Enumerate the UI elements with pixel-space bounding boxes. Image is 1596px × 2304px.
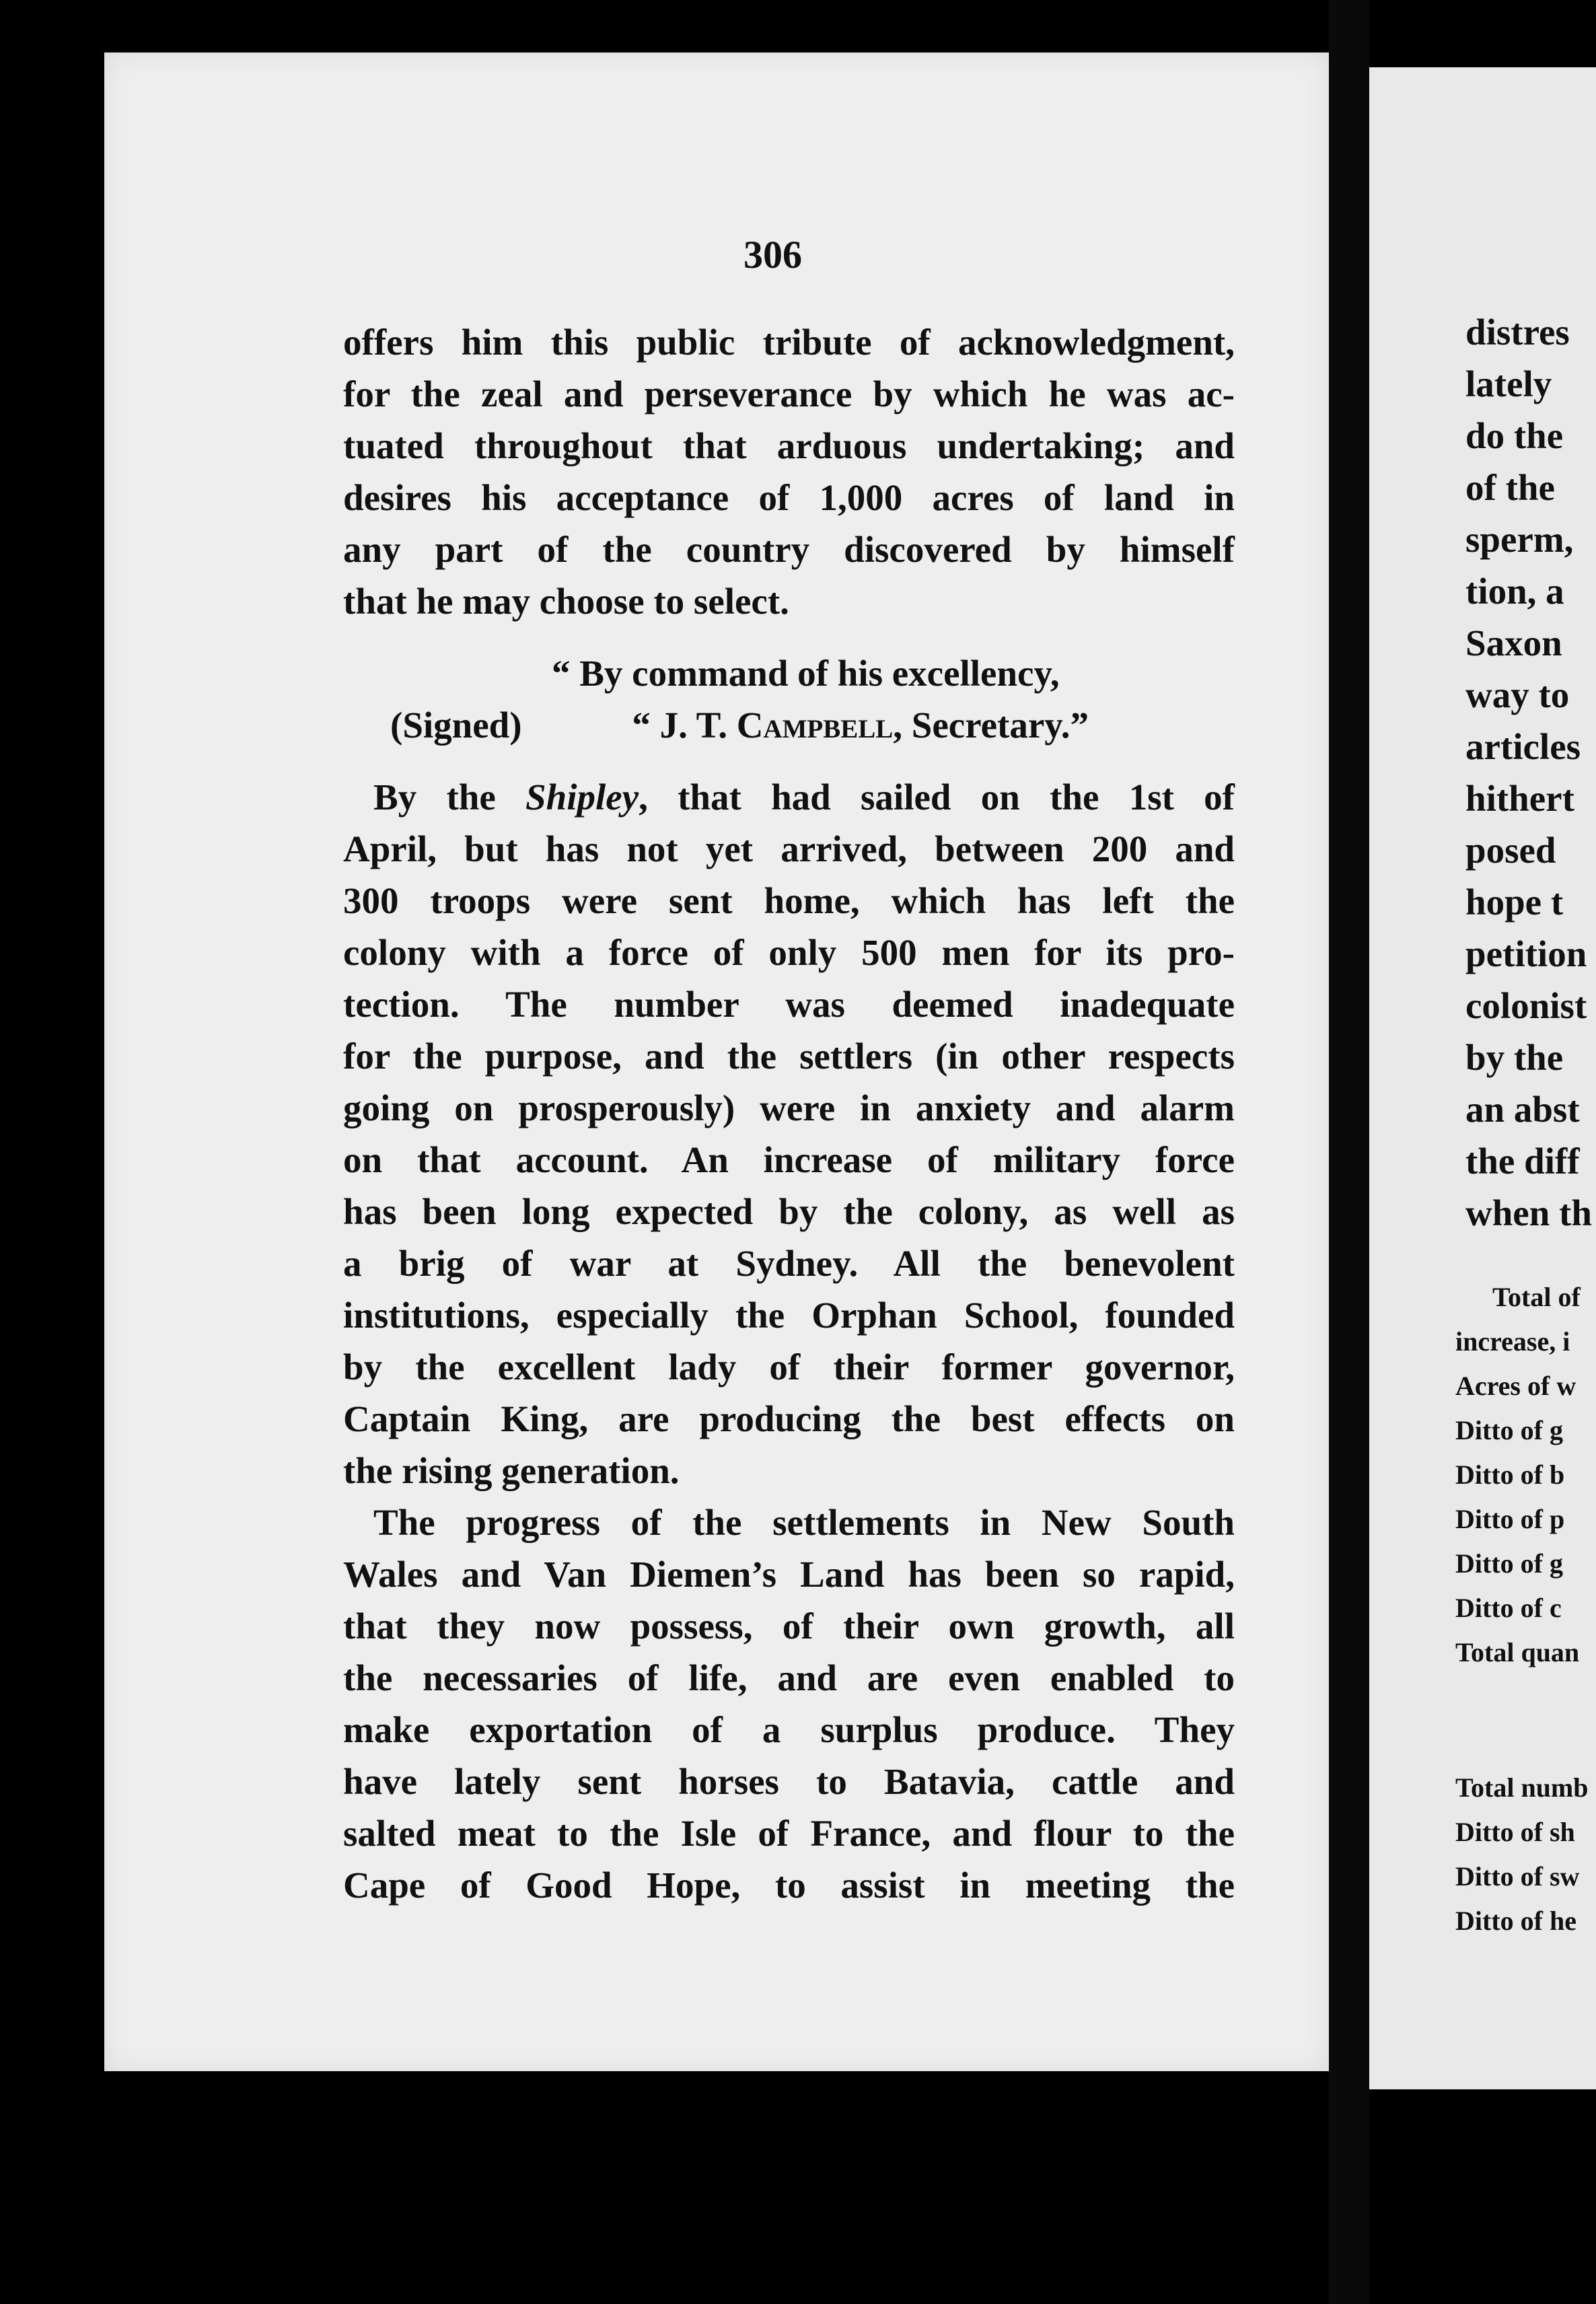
- text-line: has been long expected by the colony, as well as: [343, 1191, 1235, 1232]
- ship-name: Shipley: [525, 777, 639, 818]
- signatory: [632, 699, 1089, 751]
- signatory-prefix: “ J. T.: [632, 705, 737, 746]
- right-text-line: by the: [1465, 1037, 1564, 1078]
- table-row: Ditto of p: [1455, 1504, 1565, 1534]
- right-text-line: petition: [1465, 933, 1587, 974]
- table-row: increase, i: [1455, 1326, 1570, 1357]
- table-row: Ditto of g: [1455, 1415, 1563, 1445]
- text-line: tuated throughout that arduous undertaking; and: [343, 425, 1235, 466]
- text-line: offers him this public tribute of acknowledgment,: [343, 322, 1235, 363]
- right-text-line: lately: [1465, 363, 1552, 404]
- text-line: for the zeal and perseverance by which he was ac-: [343, 373, 1235, 415]
- right-text-line: do the: [1465, 415, 1564, 456]
- text-line: on that account. An increase of military force: [343, 1139, 1235, 1180]
- text-line: any part of the country discovered by himself: [343, 529, 1235, 570]
- table-row: Ditto of g: [1455, 1548, 1563, 1579]
- text-line: going on prosperously) were in anxiety and alarm: [343, 1087, 1235, 1128]
- table-row: Ditto of c: [1455, 1593, 1562, 1623]
- text-line: a brig of war at Sydney. All the benevolent: [343, 1243, 1235, 1284]
- book-gutter: [1329, 0, 1369, 2304]
- text-line: the necessaries of life, and are even enabled to: [343, 1657, 1235, 1698]
- table-row: Total quan: [1455, 1637, 1580, 1667]
- table-row: Ditto of b: [1455, 1460, 1565, 1490]
- signatory-title: , Secretary.”: [893, 705, 1089, 746]
- text-line: institutions, especially the Orphan School, founded: [343, 1295, 1235, 1336]
- page-body: [343, 316, 1235, 1911]
- right-text-line: sperm,: [1465, 519, 1574, 560]
- right-text-line: colonist: [1465, 985, 1587, 1026]
- right-text-line: hithert: [1465, 778, 1574, 819]
- text-line: for the purpose, and the settlers (in other respects: [343, 1036, 1235, 1077]
- text-line: Wales and Van Diemen’s Land has been so rapid,: [343, 1554, 1235, 1595]
- text-line: that he may choose to select.: [343, 581, 789, 622]
- table-row: Ditto of sh: [1455, 1817, 1575, 1847]
- table-row: Acres of w: [1455, 1371, 1576, 1401]
- signature-line: [343, 699, 1235, 751]
- text-line: make exportation of a surplus produce. They: [343, 1709, 1235, 1750]
- right-text-line: an abst: [1465, 1089, 1580, 1130]
- text-line: 300 troops were sent home, which has left the: [343, 880, 1235, 921]
- text-line: Captain King, are producing the best effects on: [343, 1398, 1235, 1439]
- text-line: the rising generation.: [343, 1450, 680, 1491]
- text-line: Cape of Good Hope, to assist in meeting the: [343, 1865, 1235, 1906]
- right-text-line: of the: [1465, 467, 1555, 508]
- right-page-table: [1455, 1275, 1589, 1943]
- text-line: The progress of the settlements in New South: [373, 1502, 1235, 1543]
- text-line: colony with a force of only 500 men for its pro-: [343, 932, 1235, 973]
- signatory-name: Campbell: [736, 705, 894, 746]
- right-text-line: tion, a: [1465, 571, 1564, 612]
- signature-block: [343, 647, 1235, 751]
- right-text-line: Saxon: [1465, 622, 1562, 663]
- command-line: “ By command of his excellency,: [552, 653, 1060, 694]
- text-line: By the Shipley, that had sailed on the 1st of: [373, 777, 1235, 818]
- right-page-text: [1465, 306, 1592, 1239]
- right-text-line: distres: [1465, 312, 1570, 353]
- table-row: Ditto of he: [1455, 1906, 1576, 1936]
- paragraph-3: [343, 1497, 1235, 1911]
- text-line: desires his acceptance of 1,000 acres of land in: [343, 477, 1235, 518]
- table-row: Total numb: [1455, 1772, 1589, 1803]
- paragraph-1: [343, 316, 1235, 627]
- text-line: salted meat to the Isle of France, and flour to the: [343, 1813, 1235, 1854]
- right-text-line: hope t: [1465, 881, 1564, 923]
- page-number: 306: [743, 233, 802, 277]
- text-line: April, but has not yet arrived, between 200 and: [343, 828, 1235, 869]
- right-text-line: way to: [1465, 674, 1570, 715]
- text-line: by the excellent lady of their former governor,: [343, 1346, 1235, 1388]
- right-text-line: posed: [1465, 830, 1556, 871]
- table-row: Ditto of sw: [1455, 1861, 1580, 1892]
- text-line: tection. The number was deemed inadequate: [343, 984, 1235, 1025]
- right-text-line: articles: [1465, 726, 1581, 767]
- signed-label: (Signed): [390, 705, 522, 746]
- paragraph-2: [343, 771, 1235, 1497]
- right-text-line: when th: [1465, 1192, 1592, 1233]
- table-spacer: [1455, 1675, 1589, 1766]
- text-line: have lately sent horses to Batavia, cattle and: [343, 1761, 1235, 1802]
- table-row: Total of: [1492, 1282, 1581, 1312]
- right-text-line: the diff: [1465, 1141, 1580, 1182]
- text-line: that they now possess, of their own growth, all: [343, 1606, 1235, 1647]
